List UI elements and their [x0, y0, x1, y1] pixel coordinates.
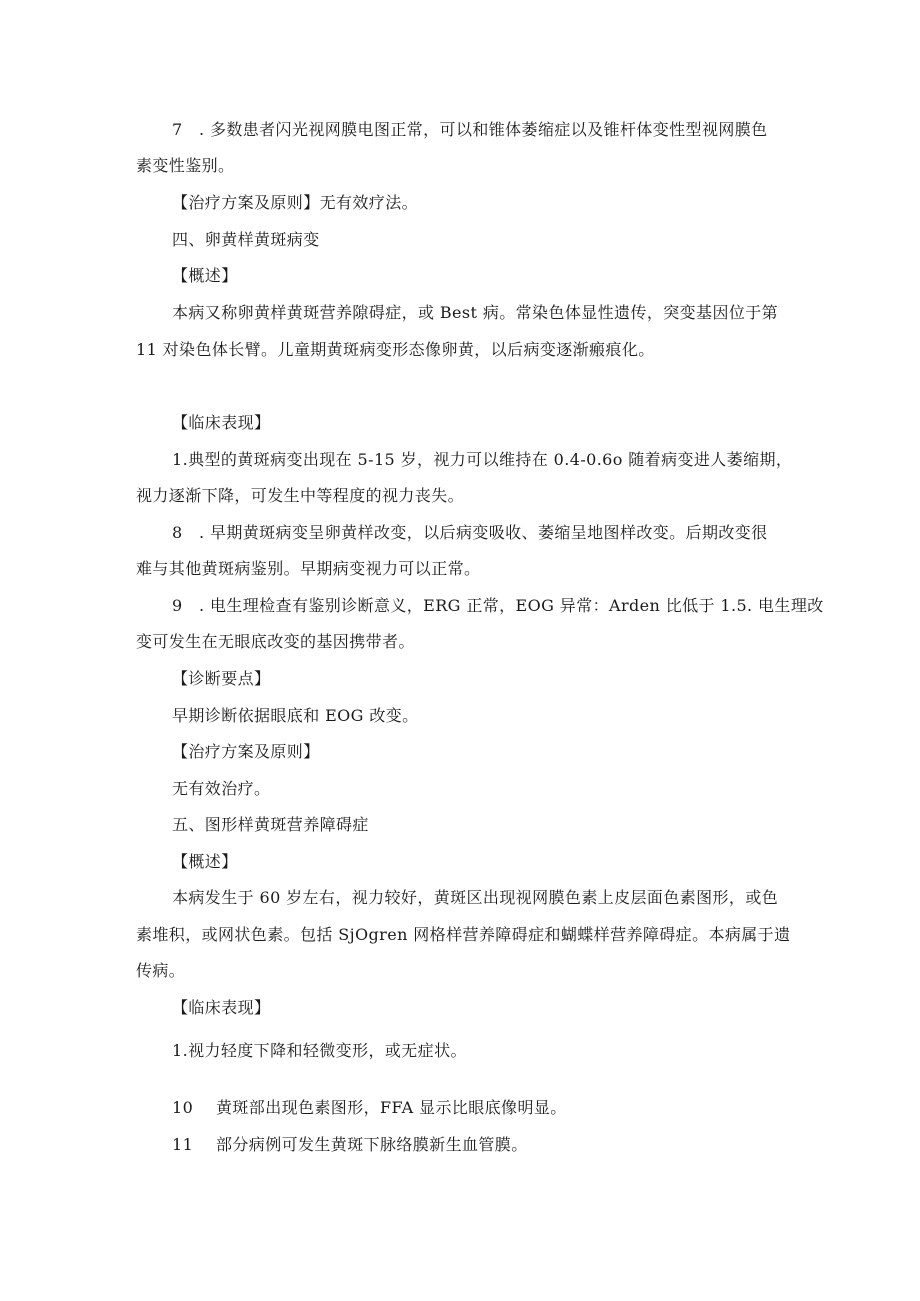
section-5-title: 五、图形样黄斑营养障碍症: [172, 815, 369, 834]
clinical-item-9-line-2: 变可发生在无眼底改变的基因携带者。: [136, 632, 415, 651]
item-7-line-2: 素变性鉴别。: [136, 156, 235, 175]
clinical-2-item-10: [172, 1097, 567, 1119]
overview-2-line-3: 传病。: [136, 961, 186, 980]
item-text: 部分病例可发生黄斑下脉络膜新生血管膜。: [216, 1135, 528, 1154]
clinical-heading-2: 【临床表现】: [172, 998, 271, 1017]
item-number: 10: [172, 1098, 194, 1117]
clinical-2-item-11: [172, 1134, 528, 1156]
item-text: 黄斑部出现色素图形，FFA 显示比眼底像明显。: [216, 1098, 567, 1117]
treatment-note-1: 【治疗方案及原则】无有效疗法。: [172, 193, 419, 212]
section-4-title: 四、卵黄样黄斑病变: [172, 230, 320, 249]
clinical-item-8-line-2: 难与其他黄斑病鉴别。早期病变视力可以正常。: [136, 559, 481, 578]
clinical-heading-1: 【临床表现】: [172, 413, 271, 432]
overview-heading-1: 【概述】: [172, 266, 238, 285]
item-number: 11: [172, 1135, 194, 1154]
overview-1-line-2: 11 对染色体长臂。儿童期黄斑病变形态像卵黄，以后病变逐渐瘢痕化。: [136, 340, 655, 359]
overview-2-line-1: 本病发生于 60 岁左右，视力较好，黄斑区出现视网膜色素上皮层面色素图形，或色: [172, 888, 779, 907]
treatment-text-2: 无有效治疗。: [172, 779, 271, 798]
overview-2-line-2: 素堆积，或网状色素。包括 SjOgren 网格样营养障碍症和蝴蝶样营养障碍症。本病属于遗: [136, 925, 791, 944]
clinical-item-8-line-1: 8 . 早期黄斑病变呈卵黄样改变，以后病变吸收、萎缩呈地图样改变。后期改变很: [172, 523, 768, 542]
overview-heading-2: 【概述】: [172, 852, 238, 871]
clinical-item-9-line-1: 9 . 电生理检查有鉴别诊断意义，ERG 正常，EOG 异常：Arden 比低于 1.5. 电生理改: [172, 596, 824, 615]
clinical-item-1-line-1: 1.典型的黄斑病变出现在 5-15 岁，视力可以维持在 0.4-0.6o 随着病变进人萎缩期，: [172, 450, 793, 469]
treatment-heading-2: 【治疗方案及原则】: [172, 742, 320, 761]
clinical-item-1-line-2: 视力逐渐下降，可发生中等程度的视力丧失。: [136, 486, 465, 505]
item-7-line-1: 7 . 多数患者闪光视网膜电图正常，可以和锥体萎缩症以及锥杆体变性型视网膜色: [172, 120, 768, 139]
overview-1-line-1: 本病又称卵黄样黄斑营养隙碍症，或 Best 病。常染色体显性遗传，突变基因位于第: [172, 303, 779, 322]
diagnosis-heading: 【诊断要点】: [172, 669, 271, 688]
diagnosis-text: 早期诊断依据眼底和 EOG 改变。: [172, 706, 419, 725]
clinical-2-item-1: 1.视力轻度下降和轻微变形，或无症状。: [172, 1041, 467, 1060]
